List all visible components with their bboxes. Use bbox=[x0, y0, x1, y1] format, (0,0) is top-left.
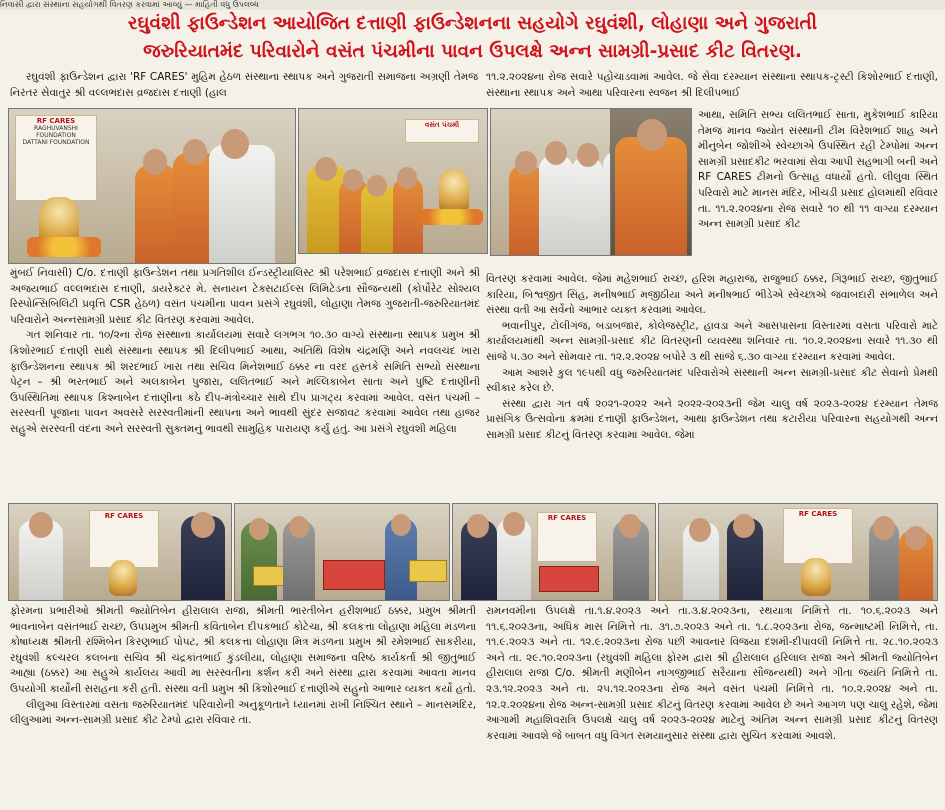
person bbox=[539, 155, 573, 255]
article-column-1 bbox=[10, 266, 480, 502]
col2-paragraph-1: વિતરણ કરવામાં આવેલ. જેમાં મહેશભાઈ રાચ્છ, હરિશ મહારાજ, રાજુભાઈ ઠક્કર, ગિરૂભાઈ રાચ્છ, જીતુભાઈ કારિયા, બિશ્વજીત સિંહ, મનીષભાઈ મજીઠીયા અને મનીષભાઈ ભીડેએ સ્વેચ્છાએ જવાબદારી સંભાળેલ અને સંસ્થા વતી આ સર્વેનો આભાર વ્યક્ત કરવામાં આવેલ. bbox=[486, 273, 938, 317]
temple-sign bbox=[405, 119, 479, 143]
person-head bbox=[143, 149, 167, 175]
kit-box bbox=[253, 566, 285, 586]
person-head bbox=[503, 512, 525, 536]
person-head bbox=[515, 151, 537, 175]
rf-cares-banner bbox=[15, 115, 97, 201]
rf-cares-banner bbox=[783, 508, 853, 564]
top-strip: નિવાસી દ્વારા સંસ્થાના સહયોગથી વિતરણ કરવામાં આવ્યું — માહિતી વધુ ઉપલબ્ધ bbox=[0, 0, 945, 10]
person-head bbox=[619, 514, 641, 538]
person-head bbox=[873, 516, 895, 540]
intro-paragraph: રઘુવંશી ફાઉન્ડેશન દ્વારા 'RF CARES' મુહિમ હેઠળ સંસ્થાના સ્થાપક અને ગુજરાતી સમાજના અગ્રણી તેમજ નિરંતર સેવાતુર શ્રી વલ્લભદાસ વ્રજદાસ દત્તાણી (હાલ bbox=[10, 71, 478, 99]
banner-rf-label: RF CARES bbox=[36, 117, 76, 125]
photo-distribution-2 bbox=[234, 503, 450, 601]
banner-rf-label: RF CARES bbox=[104, 512, 144, 520]
photo-distribution-1 bbox=[8, 503, 232, 601]
person bbox=[135, 165, 177, 263]
person-head bbox=[637, 119, 667, 151]
col3-paragraph-1: ફોરમના પ્રભારીઓ શ્રીમતી જ્યોતિબેન હીરાલાલ રાજા, શ્રીમતી ભારતીબેન હરીશભાઈ ઠક્કર, પ્રમુખ શ્રીમતી ભાવનાબેન વસંતભાઈ રાચ્છ, ઉપપ્રમુખ શ્રીમતી કવિતાબેન દીપકભાઈ કોટેચા, શ્રી કલકત્તા લોહાણા મહિલા મંડળના કોષાધ્યક્ષ શ્રીમતી રશ્મિબેન કિરણભાઈ પોપટ, શ્રી કલકત્તા લોહાણા મિત્ર મંડળના પ્રમુખ શ્રી રમેશભાઈ સાકરીયા, રઘુવંશી કલ્ચરલ કલબના સચિવ શ્રી ચંદ્રકાંતભાઈ કુંડલીયા, લોહાણા સમાજના વરિષ્ઠ કાર્યકર્તા શ્રી જીતુભાઈ આહ્યા (ઠક્કર) આ સહુએ કાર્યલય આવી મા સરસ્વતીના કર્શન કરી અને સંસ્થા દ્વારા કરવામાં આવતા માનવ ઉપયોગી કાર્યોની સરાહના કરી હતી. સંસ્થા વતી પ્રમુખ શ્રી કિશોરભાઈ દત્તાણીએ સહુનો આભાર વ્યક્ત કર્યો હતો. bbox=[10, 605, 476, 695]
article-column-3 bbox=[10, 604, 476, 806]
article-column-4 bbox=[486, 604, 938, 806]
person-head bbox=[191, 512, 215, 538]
temple-sign-text: વસંત પંચમી bbox=[424, 121, 460, 129]
headline-line-1: રઘુવંશી ફાઉન્ડેશન આયોજિત દત્તાણી ફાઉન્ડેશનના સહયોગે રઘુવંશી, લોહાણા અને ગુજરાતી bbox=[127, 13, 818, 34]
banner-rf-label: RF CARES bbox=[798, 510, 838, 518]
person-head bbox=[249, 518, 269, 540]
article-right-top bbox=[486, 70, 938, 106]
photo-man-saffron-kurta bbox=[610, 108, 692, 256]
photo-lamp-lighting bbox=[8, 108, 296, 264]
flower-decoration bbox=[27, 237, 101, 257]
flower-decoration bbox=[419, 209, 483, 225]
banner-assoc-label: DATTANI FOUNDATION bbox=[22, 139, 90, 146]
person-head bbox=[221, 129, 249, 159]
person-head bbox=[391, 514, 411, 536]
headline bbox=[0, 10, 945, 68]
photo-distribution-4 bbox=[658, 503, 938, 601]
kit-box bbox=[539, 566, 599, 592]
photo-group-saraswati bbox=[298, 108, 488, 254]
saraswati-idol bbox=[109, 560, 137, 596]
person-head bbox=[733, 514, 755, 538]
person-head bbox=[397, 167, 417, 189]
person-head bbox=[183, 139, 207, 165]
person-head bbox=[689, 518, 711, 542]
col4-paragraph-1: રામનવમીના ઉપલક્ષે તા.૧.૪.૨૦૨૩ અને તા.૩.૪.૨૦૨૩ના, રથયાત્રા નિમિત્તે તા. ૧૦.૬.૨૦૨૩ અને ૧૧.૬.૨૦૨૩ના, અધિક માસ નિમિત્તે તા. ૩૧.૭.૨૦૨૩ અને તા. ૧.૮.૨૦૨૩ના રોજ, જન્માષ્ટમી નિમિત્તે, તા. ૧૧.૯.૨૦૨૩ અને તા. ૧૨.૯.૨૦૨૩ના રોજ પછી આવનાર વિજયા દશમી-દીપાવલી નિમિત્તે તા. ૨૮.૧૦.૨૦૨૩ અને તા. ૨૯.૧૦.૨૦૨૩ના (રઘુવંશી મહિલા ફોરમ દ્વારા શ્રી હીરાલાલ હરિલાલ રાજા અને શ્રીમતી જ્યોતિબેન હીરાલાલ રાજા C/o. શ્રીમતી મણીબેન નાગજીભાઈ સરૈયાના સૌજન્યથી) અને ગીતા જયંતિ નિમિત્તે તા. ૨૩.૧૨.૨૦૨૩ અને તા. ૨૫.૧૨.૨૦૨૩ના રોજ અને વસંત પંચમી નિમિત્તે તા. ૧૦.૨.૨૦૨૪ અને તા. ૧૨.૨.૨૦૨૪ના રોજ અન્ન-સામગ્રી પ્રસાદ કીટનું વિતરણ કરવામાં આવેલ છે અને આગળ પણ ચાલુ રહેશે, જેમાં આગામી મહાશિવરાત્રિ ઉપલક્ષે ચાલુ વર્ષ ૨૦૨૩-૨૦૨૪ માટેનું અંતિમ અન્ન સામગ્રી પ્રસાદ કીટનું વિતરણ કરવામાં આવશે જે બાબત વધુ વિગત સમયાનુસાર સંસ્થા દ્વારા સુચિત કરવામાં આવશે. bbox=[486, 605, 938, 742]
col3-paragraph-2: લીલુઆ વિસ્તારમાં વસતા જરુરિયાતમંદ પરિવારોની અનુકૂળતાને ધ્યાનમાં રાખી નિશ્ચિત સ્થાને – માનસમંદિર, લીલુઆમાં અન્ન-સામગ્રી પ્રસાદ કીટ ટેમ્પો દ્વારા રવિવાર તા. bbox=[10, 698, 476, 727]
person-head bbox=[905, 526, 927, 550]
photo-distribution-3 bbox=[452, 503, 656, 601]
col2-paragraph-4: સંસ્થા દ્વારા ગત વર્ષ ૨૦૨૧-૨૦૨૨ અને ૨૦૨૨-૨૦૨૩ની જેમ ચાલુ વર્ષ ૨૦૨૩-૨૦૨૪ દરમ્યાન તેમજ પ્રાસંગિક ઉત્સવોના ક્રમમાં દત્તાણી ફાઉન્ડેશન, આથા ફાઉન્ડેશન તથા કટારીયા પરિવારના સહયોગથી અન્ન સામગ્રી પ્રસાદ કીટનું વિતરણ કરવામાં આવેલ. જેમાં bbox=[486, 397, 938, 441]
person bbox=[571, 157, 603, 255]
article-intro bbox=[10, 70, 478, 106]
banner-rf-label: RF CARES bbox=[547, 514, 587, 522]
person bbox=[615, 137, 687, 255]
col1-paragraph-1: મુંબઈ નિવાસી) C/o. દત્તાણી ફાઉન્ડેશન તથા પ્રગતિશીલ ઈન્ડસ્ટ્રીયાલિસ્ટ શ્રી પરેશભાઈ વ્રજદાસ દત્તાણી અને શ્રી અજયભાઈ વલ્લભદાસ દત્તાણી, ડાયરેક્ટર મે. સનાયન ટેક્સટાઈલ્સ લિમિટેડના સૌજન્યથી (કોર્પોરેટ સોશ્યલ રિસ્પોન્સિબિલિટી પ્રવૃત્તિ CSR હેઠળ) વસંત પંચમીના પાવન પ્રસંગે રઘુવંશી, લોહાણા તેમજ ગુજરાતી-જરુરિયાતમંદ પરિવારોને અન્નસામગ્રી પ્રસાદ કીટ વિતરણ કરવામાં આવેલ. bbox=[10, 267, 480, 326]
person-head bbox=[467, 514, 489, 538]
rf-cares-banner bbox=[537, 512, 597, 562]
person bbox=[209, 145, 275, 263]
person-head bbox=[289, 516, 309, 538]
saraswati-idol bbox=[439, 169, 469, 213]
right-top-paragraph: ૧૧.૨.૨૦૨૪ના રોજ સવારે પહોંચાડવામાં આવેલ. જે સેવા દરમ્યાન સંસ્થાના સ્થાપક-ટ્રસ્ટી કિશોરભાઈ દત્તાણી, સંસ્થાના સ્થાપક અને આથા પરિવારના સ્વજન શ્રી દિલીપભાઈ bbox=[486, 71, 938, 99]
col2-paragraph-2: ભવાનીપુર, ટોલીગંજ, બડાબજાર, કોલેજસ્ટ્રીટ, હાવડા અને આસપાસના વિસ્તારમાં વસતા પરિવારો માટે કાર્યાલયમાંથી અન્ન સામગ્રી-પ્રસાદ કીટ વિતરણની વ્યવસ્થા શનિવાર તા. ૧૦.૨.૨૦૨૪ના સવારે ૧૧.૩૦ થી સાંજે ૫.૩૦ અને સોમવાર તા. ૧૨.૨.૨૦૨૪ બપોરે ૩ થી સાંજે ૬.૩૦ વાગ્યા દરમ્યાન કરવામાં આવેલ. bbox=[486, 319, 938, 363]
headline-line-2: જરુરિયાતમંદ પરિવારોને વસંત પંચમીના પાવન ઉપલક્ષે અન્ન સામગ્રી-પ્રસાદ કીટ વિતરણ. bbox=[143, 41, 802, 62]
person bbox=[509, 165, 543, 255]
person-head bbox=[29, 512, 53, 538]
person-head bbox=[367, 175, 387, 197]
person-head bbox=[577, 143, 599, 167]
kit-box bbox=[323, 560, 385, 590]
right-column-paragraph: આથા, સમિતિ સભ્ય લલિતભાઈ સાતા, મુકેશભાઈ કારિયા તેમજ માનવ જ્યોત સંસ્થાની ટીમ વિરેશભાઈ શાહ અને મીનુબેન જોશીએ સ્વેચ્છાએ ઉપસ્થિત રહી ટેમ્પોમાં અન્ન સામગ્રી પ્રસાદકીટ ભરવામાં સેવા આપી સહભાગી બની અને RF CARES ટીમનો ઉત્સાહ વધાર્યો હતો. લીલુવા સ્થિત પરિવારો માટે માનસ મંદિર, ખીચડી પ્રસાદ હોલમાંથી રવિવાર તા. ૧૧.૨.૨૦૨૪ના રોજ સવારે ૧૦ થી ૧૧ વાગ્યા દરમ્યાન અન્ન સામગ્રી પ્રસાદ કીટ bbox=[698, 109, 938, 231]
col1-paragraph-2: ગત શનિવાર તા. ૧૦/૨ના રોજ સંસ્થાના કાર્યાલયમાં સવારે લગભગ ૧૦.૩૦ વાગ્યે સંસ્થાના સ્થાપક પ્રમુખ શ્રી કિશોરભાઈ દત્તાણી સાથે સંસ્થાના સ્થાપક શ્રી દિલીપભાઈ આથા, અતિથિ વિશેષ ચંદ્રમણિ અને નવલચંદ ખારા ફાઉન્ડેશનના સ્થાપક શ્રી શરદભાઈ ખારા તથા સચિવ મિનેશભાઈ ઠક્કર ના વરદ હસ્તકે સમિતિ સભ્યો સંસ્થાના પેટ્રન – શ્રી ભરતભાઈ અને અલકાબેન પુજારા, લલિતભાઈ અને મલ્લિકાબેન સાતા અને પુષ્ટિ દત્તાણીની ઉપસ્થિતિમાં સ્થાપક કિશ્નાબેન દત્તાણીના કંઠે દીપ-મંત્રોચ્ચાર સાથે દીપ પ્રાગટ્ય કરવામાં આવેલ. વસંત પંચમી – સરસ્વતી પૂજાના પાવન અવસરે સરસ્વતીમાંની સ્થાપના અને ભાવથી સુંદર સજાવટ કરવામાં આવેલ તથા હાજર સહુએ સરસ્વતી વંદના અને સરસ્વતી સુક્તમનું ભાવથી સામુહિક પારાયણ કર્યું હતું. આ પ્રસંગે રઘુવંશી મહિલા bbox=[10, 329, 480, 435]
kit-box bbox=[409, 560, 447, 582]
saraswati-idol bbox=[801, 558, 831, 596]
banner-org-label: RAGHUVANSHI FOUNDATION bbox=[34, 125, 78, 139]
person-head bbox=[545, 141, 567, 165]
article-right-column bbox=[698, 108, 938, 272]
article-column-2 bbox=[486, 272, 938, 502]
person-head bbox=[343, 169, 363, 191]
person-head bbox=[315, 157, 337, 181]
col2-paragraph-3: આમ આશરે કુલ ૧૯૫થી વધુ જરુરિયાતમંદ પરિવારોએ સંસ્થાની અન્ન સામગ્રી-પ્રસાદ કીટ સેવાનો પ્રેમથી સ્વીકાર કરેલ છે. bbox=[486, 366, 938, 395]
